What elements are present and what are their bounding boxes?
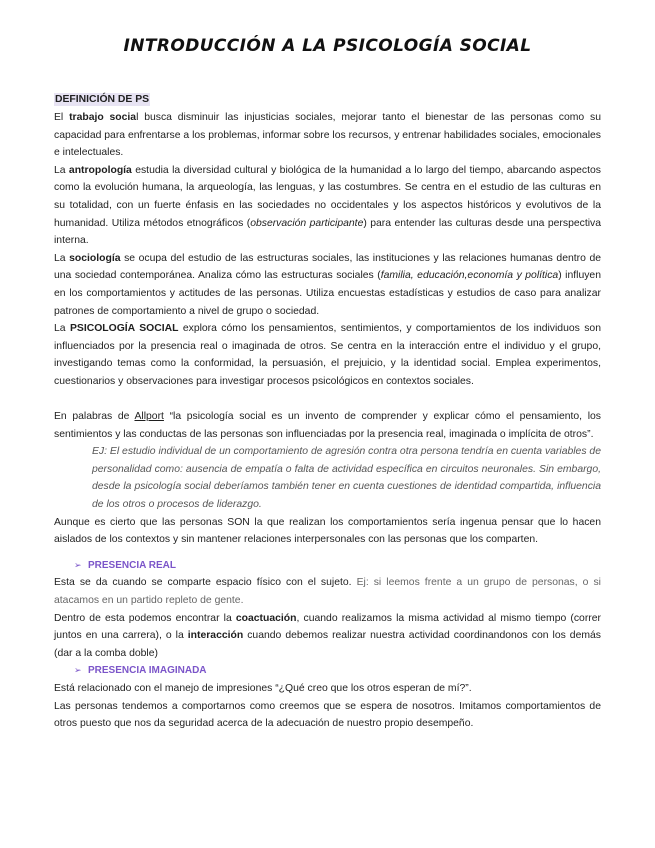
paragraph-allport-quote: En palabras de Allport “la psicología social es un invento de comprender y explicar cómo el pensamiento, los sentimientos y las conductas de las personas son influenciadas por la presencia real, imaginada o implícita de otros”.	[54, 411, 601, 440]
paragraph-coactuacion: Dentro de esta podemos encontrar la coactuación, cuando realizamos la misma actividad al mismo tiempo (correr juntos en una carrera), o la interacción cuando debemos realizar nuestra actividad coordinandonos con los demás (dar a la comba doble)	[54, 612, 601, 659]
paragraph-trabajo-social: El trabajo social busca disminuir las injusticias sociales, mejorar tanto el bienestar de las personas como su capacidad para enfrentarse a los problemas, informar sobre los recursos, y entrenar habilidades sociales, emocionales e intelectuales.	[54, 112, 601, 159]
section-heading: DEFINICIÓN DE PS	[55, 94, 150, 105]
paragraph-manejo-impresiones: Está relacionado con el manejo de impresiones “¿Qué creo que los otros esperan de mí?”.	[54, 683, 472, 694]
arrow-bullet-icon: ➢	[74, 665, 82, 676]
subheading-presencia-real: ➢ PRESENCIA REAL	[74, 557, 601, 575]
paragraph-imitacion: Las personas tendemos a comportarnos como creemos que se espera de nosotros. Imitamos comportamientos de otros puesto que nos da seguridad acerca de la adecuación de nuestro propio desempeño.	[54, 700, 601, 730]
allport-reference: Allport	[134, 411, 164, 423]
paragraph-antropologia: La antropología estudia la diversidad cultural y biológica de la humanidad a lo largo del tiempo, abarcando aspectos como la evolución humana, la arqueología, las lenguas, y las costumbres. Se centra en el estudio de las culturas en su totalidad, con un fuerte énfasis en las sociedades no occidentales y los aspectos históricos y evolutivos de la humanidad. Utiliza métodos etnográficos (observación participante) para entender las culturas desde una perspectiva interna.	[54, 164, 602, 247]
paragraph-presencia-real: Esta se da cuando se comparte espacio físico con el sujeto. Ej: si leemos frente a un grupo de personas, o si atacamos en un partido repleto de gente.	[54, 577, 601, 607]
arrow-bullet-icon: ➢	[74, 559, 82, 570]
paragraph-psicologia-social: La PSICOLOGÍA SOCIAL explora cómo los pensamientos, sentimientos, y comportamientos de los individuos son influenciados por la presencia real o imaginada de otros. Se centra en la interacción entre el individuo y el grupo, investigando temas como la conformidad, la persuasión, el prejuicio, y la identidad social. Emplea experimentos, cuestionarios y observaciones para investigar procesos psicológicos en contextos sociales.	[54, 323, 601, 387]
example-paragraph: EJ: El estudio individual de un comportamiento de agresión contra otra persona tendría en cuenta variables de personalidad como: ausencia de empatía o falta de actividad específica en circuitos neuronales. Sin embargo, desde la psicología social deberíamos también tener en cuenta cuestiones de identidad compartida, influencia de los otros o procesos de liderazgo.	[92, 446, 601, 511]
page-title: INTRODUCCIÓN A LA PSICOLOGÍA SOCIAL	[123, 36, 532, 56]
paragraph-sociologia: La sociología se ocupa del estudio de las estructuras sociales, las instituciones y las relaciones humanas dentro de una sociedad contemporánea. Analiza cómo las estructuras sociales (familia, educación,economía y política) influyen en los comportamientos y actitudes de las personas. Utiliza encuestas estadísticas y estudios de caso para analizar patrones de comportamiento a nivel de grupo o sociedad.	[54, 252, 602, 317]
subheading-presencia-imaginada: ➢ PRESENCIA IMAGINADA	[74, 662, 601, 680]
paragraph-contextos: Aunque es cierto que las personas SON la que realizan los comportamientos sería ingenua pensar que lo hacen aislados de los contextos y sin mantener relaciones interpersonales con las personas que los comparten.	[54, 516, 601, 546]
document-body	[54, 91, 601, 733]
